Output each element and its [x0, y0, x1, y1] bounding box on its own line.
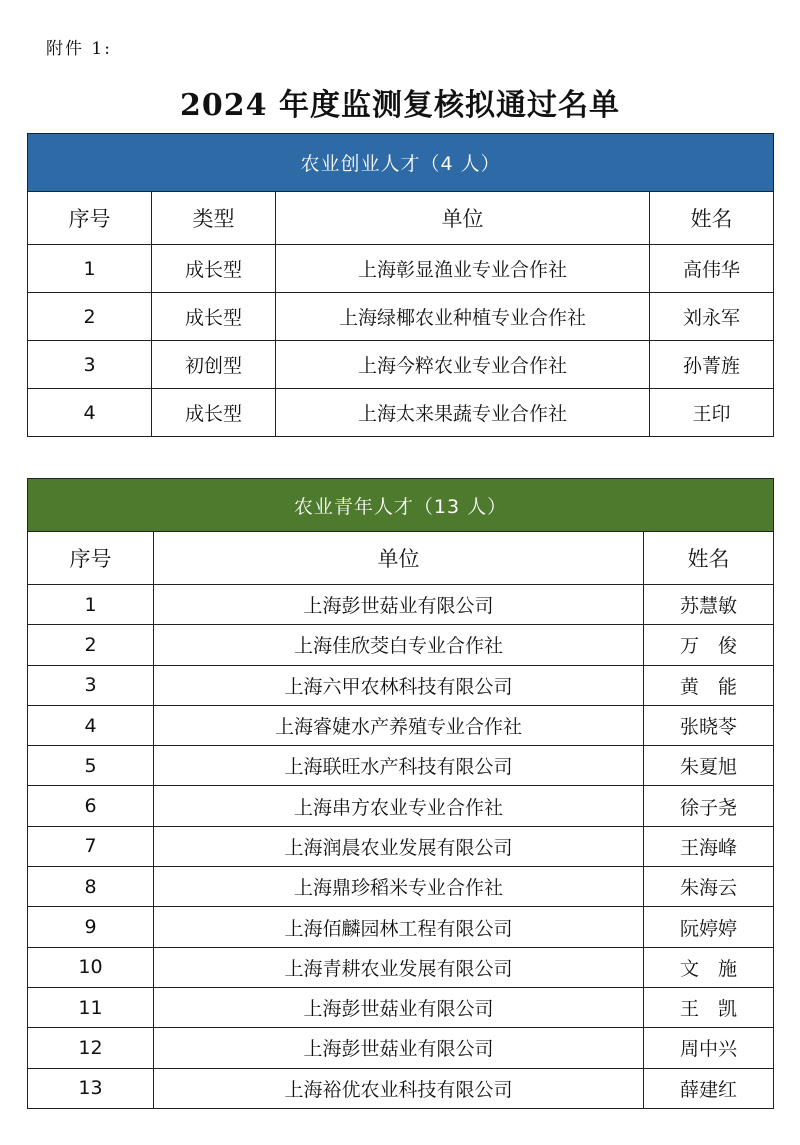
cell-unit: 上海润晨农业发展有限公司	[154, 826, 644, 866]
attachment-label: 附件 1:	[46, 39, 112, 59]
cell-name: 王海峰	[644, 826, 774, 866]
col-header-name: 姓名	[650, 192, 774, 245]
cell-unit: 上海佰麟园林工程有限公司	[154, 907, 644, 947]
cell-type: 初创型	[152, 341, 276, 389]
cell-unit: 上海六甲农林科技有限公司	[154, 665, 644, 705]
cell-name: 万 俊	[644, 625, 774, 665]
cell-index: 10	[28, 947, 154, 987]
cell-index: 3	[28, 341, 152, 389]
cell-name: 薛建红	[644, 1068, 774, 1108]
table-row	[28, 665, 774, 705]
cell-unit: 上海彭世菇业有限公司	[154, 1028, 644, 1068]
cell-name: 朱海云	[644, 867, 774, 907]
cell-index: 13	[28, 1068, 154, 1108]
table-row	[28, 389, 774, 437]
cell-name: 阮婷婷	[644, 907, 774, 947]
cell-name: 周中兴	[644, 1028, 774, 1068]
cell-name: 王印	[650, 389, 774, 437]
table-row	[28, 1028, 774, 1068]
col-header-unit: 单位	[276, 192, 650, 245]
cell-index: 3	[28, 665, 154, 705]
cell-index: 1	[28, 245, 152, 293]
cell-name: 王 凯	[644, 987, 774, 1027]
cell-name: 张晓苓	[644, 705, 774, 745]
cell-type: 成长型	[152, 293, 276, 341]
cell-name: 刘永军	[650, 293, 774, 341]
cell-index: 2	[28, 625, 154, 665]
cell-index: 8	[28, 867, 154, 907]
cell-unit: 上海联旺水产科技有限公司	[154, 746, 644, 786]
cell-unit: 上海睿婕水产养殖专业合作社	[154, 705, 644, 745]
table-row	[28, 625, 774, 665]
cell-unit: 上海太来果蔬专业合作社	[276, 389, 650, 437]
cell-name: 孙菁旌	[650, 341, 774, 389]
table-row	[28, 746, 774, 786]
cell-index: 1	[28, 585, 154, 625]
cell-index: 11	[28, 987, 154, 1027]
cell-index: 4	[28, 705, 154, 745]
cell-index: 9	[28, 907, 154, 947]
table-row	[28, 1068, 774, 1108]
cell-unit: 上海鼎珍稻米专业合作社	[154, 867, 644, 907]
cell-unit: 上海彭世菇业有限公司	[154, 585, 644, 625]
table-row	[28, 947, 774, 987]
col-header-index: 序号	[28, 192, 152, 245]
cell-unit: 上海彭世菇业有限公司	[154, 987, 644, 1027]
cell-unit: 上海青耕农业发展有限公司	[154, 947, 644, 987]
table-row	[28, 293, 774, 341]
cell-index: 6	[28, 786, 154, 826]
cell-name: 朱夏旭	[644, 746, 774, 786]
cell-unit: 上海今粹农业专业合作社	[276, 341, 650, 389]
cell-index: 4	[28, 389, 152, 437]
col-header-unit: 单位	[154, 532, 644, 585]
table-row	[28, 786, 774, 826]
cell-name: 黄 能	[644, 665, 774, 705]
cell-unit: 上海绿椰农业种植专业合作社	[276, 293, 650, 341]
cell-type: 成长型	[152, 389, 276, 437]
col-header-type: 类型	[152, 192, 276, 245]
table2-header-band: 农业青年人才（13 人）	[28, 479, 774, 532]
cell-index: 7	[28, 826, 154, 866]
cell-unit: 上海串方农业专业合作社	[154, 786, 644, 826]
cell-name: 高伟华	[650, 245, 774, 293]
cell-unit: 上海佳欣茭白专业合作社	[154, 625, 644, 665]
agri-youth-table	[27, 478, 774, 1109]
table-row	[28, 705, 774, 745]
table-row	[28, 341, 774, 389]
cell-index: 5	[28, 746, 154, 786]
table1-header-band: 农业创业人才（4 人）	[28, 134, 774, 192]
table-row	[28, 826, 774, 866]
table-row	[28, 867, 774, 907]
cell-name: 苏慧敏	[644, 585, 774, 625]
cell-name: 徐子尧	[644, 786, 774, 826]
cell-name: 文 施	[644, 947, 774, 987]
table-row	[28, 907, 774, 947]
col-header-index: 序号	[28, 532, 154, 585]
table-row	[28, 987, 774, 1027]
cell-unit: 上海彰显渔业专业合作社	[276, 245, 650, 293]
cell-unit: 上海裕优农业科技有限公司	[154, 1068, 644, 1108]
table-row	[28, 585, 774, 625]
agri-entrepreneur-table	[27, 133, 774, 437]
col-header-name: 姓名	[644, 532, 774, 585]
table-row	[28, 245, 774, 293]
cell-type: 成长型	[152, 245, 276, 293]
cell-index: 12	[28, 1028, 154, 1068]
document-title: 2024 年度监测复核拟通过名单	[180, 88, 620, 123]
cell-index: 2	[28, 293, 152, 341]
